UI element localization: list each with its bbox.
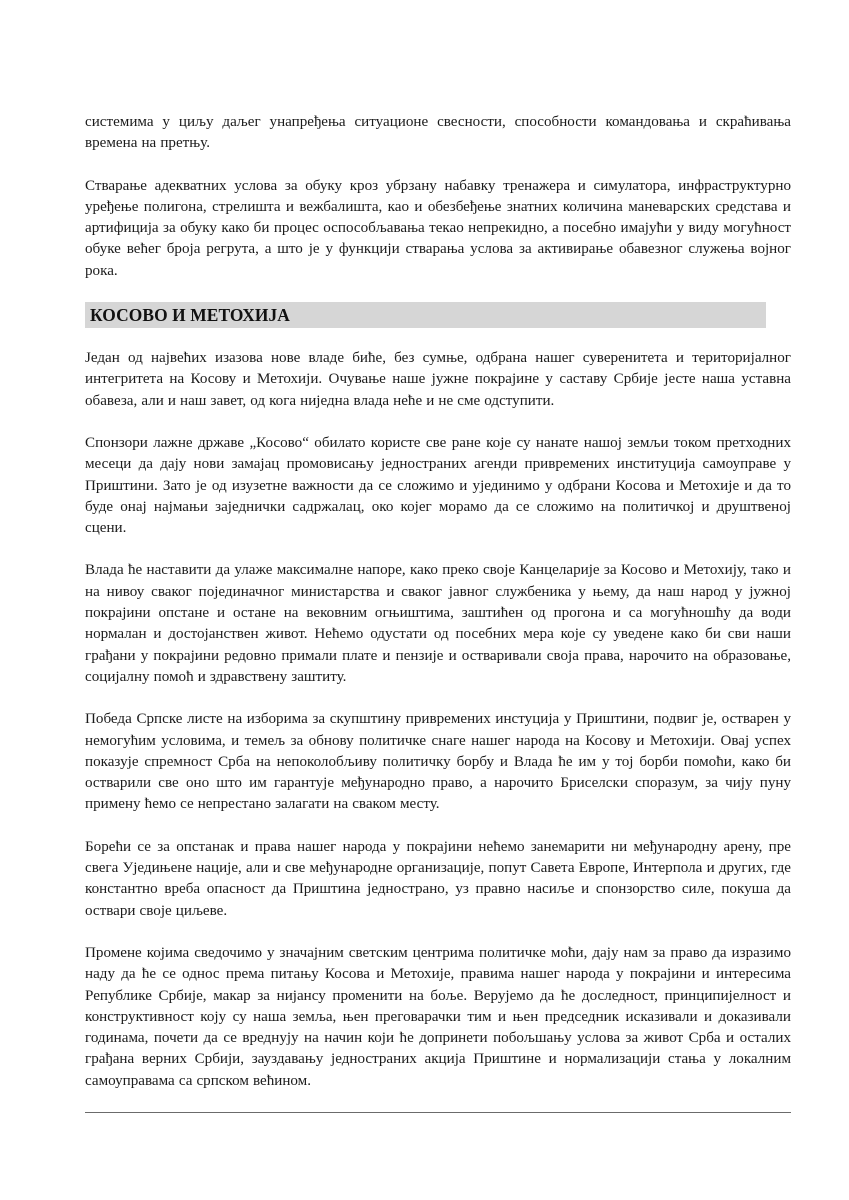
paragraph: Борећи се за опстанак и права нашег народа у покрајини нећемо занемарити ни међународну арену, пре свега Уједињене нације, али и све међународне организације, попут Савета Европе, Интерпола и других, где константно вреба опасност да Приштина једнострано, уз правно насиље и спонзорство силе, покуша да оствари своје циљеве. bbox=[85, 838, 791, 919]
paragraph: Стварање адекватних услова за обуку кроз убрзану набавку тренажера и симулатора, инфраструктурно уређење полигона, стрелишта и вежбалишта, као и обезбеђење знатних количина маневарских средстава и артифиција за обуку како би процес оспособљавања текао непрекидно, а посебно имајући у виду могућност обуке већег броја регрута, а што је у функцији стварања услова за активирање обавезног служења војног рока. bbox=[85, 177, 791, 279]
section-heading-title: КОСОВО И МЕТОХИЈА bbox=[90, 305, 290, 326]
paragraph: Спонзори лажне државе „Косово“ обилато користе све ране које су нанате нашој земљи током претходних месеци да дају нови замајац промовисању једностраних агенди привремених институција самоуправе у Приштини. Зато је од изузетне важности да се сложимо и ујединимо у одбрани Косова и Метохије и да то буде онај најмањи заједнички садржалац, око којег морамо да се сложимо на политичкој и друштвеној сцени. bbox=[85, 434, 791, 537]
paragraph: Влада ће наставити да улаже максималне напоре, како преко своје Канцеларије за Косово и Метохију, тако и на нивоу сваког појединачног министарства и сваког јавног службеника у њему, да наш народ у јужној покрајини опстане и остане на вековним огњиштима, заштићен од прогона и са могућношћу да води нормалан и достојанствен живот. Нећемо одустати од посебних мера које су уведене како би сви наши грађани у покрајини редовно примали плате и пензије и остваривали своја права, нарочито на образовање, социјалну помоћ и здравствену заштиту. bbox=[85, 562, 791, 685]
paragraph: Један од највећих изазова нове владе биће, без сумње, одбрана нашег суверенитета и територијалног интегритета на Косову и Метохији. Очување наше јужне покрајине у саставу Србије јесте наша уставна обавеза, али и наш завет, од кога ниједна влада неће и не сме одступити. bbox=[85, 350, 791, 409]
paragraph: Промене којима сведочимо у значајним светским центрима политичке моћи, дају нам за право да изразимо наду да ће се однос према питању Косова и Метохије, правима нашег народа у покрајини и интересима Републике Србије, макар за нијансу променити на боље. Верујемо да ће доследност, принципијелност и конструктивност коју су наша земља, њен преговарачки тим и њен председник исказивали и доказивали годинама, почети да се вреднују на начин који ће допринети побољшању услова за живот Срба и осталих грађана верних Србији, зауздавању једностраних акција Приштине и нормализацији стања у локалним самоуправама са српском већином. bbox=[85, 944, 791, 1089]
footer-divider bbox=[85, 1112, 791, 1113]
paragraph: системима у циљу даљег унапређења ситуационе свесности, способности командовања и скраћивања времена на претњу. bbox=[85, 114, 791, 152]
paragraph: Победа Српске листе на изборима за скупштину привремених инстуција у Приштини, подвиг је, остварен у немогућим условима, и темељ за обнову политичке снаге нашег народа на Косову и Метохији. Овај успех показује спремност Срба на непоколобљиву политичку борбу и Влада ће им у тој борби помоћи, како би остварили све оно што им гарантује међународно право, а нарочито Бриселски споразум, за чију пуну примену ћемо се непрестано залагати на сваком месту. bbox=[85, 711, 791, 813]
document-body bbox=[85, 112, 791, 1092]
section-heading-banner bbox=[85, 302, 766, 328]
